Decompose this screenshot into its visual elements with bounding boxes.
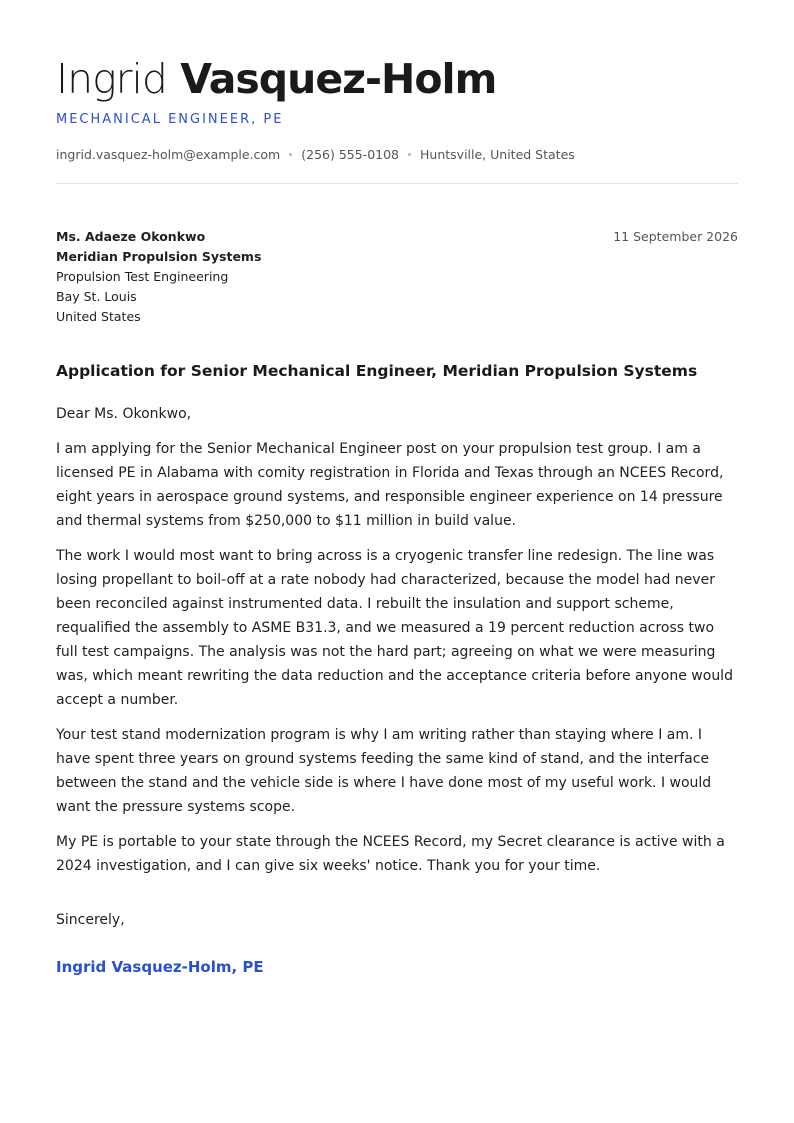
recipient-company: Meridian Propulsion Systems: [56, 249, 262, 264]
address-block: [56, 227, 738, 327]
contact-line: [56, 147, 738, 162]
applicant-last-name: Vasquez-Holm: [180, 55, 497, 103]
recipient-department: Propulsion Test Engineering: [56, 269, 229, 284]
body-paragraph: I am applying for the Senior Mechanical Engineer post on your propulsion test group. I am a licensed PE in Alabama with comity registration in Florida and Texas through an NCEES Record, eight years in aerospace ground systems, and responsible engineer experience on 14 pressure and thermal systems from $250,000 to $11 million in build value.: [56, 441, 724, 529]
recipient-city: Bay St. Louis: [56, 289, 137, 304]
recipient-address: [56, 227, 261, 327]
contact-email: ingrid.vasquez-holm@example.com: [56, 147, 281, 162]
contact-location: Huntsville, United States: [420, 147, 575, 162]
recipient-name: Ms. Adaeze Okonkwo: [56, 229, 206, 244]
applicant-title: MECHANICAL ENGINEER, PE: [56, 112, 284, 127]
recipient-country: United States: [56, 309, 141, 324]
header-divider: [56, 183, 738, 184]
letter-signature: Ingrid Vasquez-Holm, PE: [56, 958, 264, 976]
separator-dot: [408, 153, 411, 156]
letter-salutation: Dear Ms. Okonkwo,: [56, 406, 192, 422]
applicant-first-name: Ingrid: [56, 55, 167, 103]
separator-dot: [289, 153, 292, 156]
letter-closing: Sincerely,: [56, 912, 125, 928]
letter-subject: Application for Senior Mechanical Engineer, Meridian Propulsion Systems: [56, 362, 698, 380]
letter-date: 11 September 2026: [613, 229, 738, 244]
body-paragraph: The work I would most want to bring across is a cryogenic transfer line redesign. The line was losing propellant to boil-off at a rate nobody had characterized, because the model had never been reconciled against instrumented data. I rebuilt the insulation and support scheme, requalified the assembly to ASME B31.3, and we measured a 19 percent reduction across two full test campaigns. The analysis was not the hard part; agreeing on what we were measuring was, which meant rewriting the data reduction and the acceptance criteria before anyone would accept a number.: [56, 548, 733, 708]
body-paragraph: My PE is portable to your state through the NCEES Record, my Secret clearance is active with a 2024 investigation, and I can give six weeks' notice. Thank you for your time.: [56, 834, 725, 874]
applicant-name: [56, 54, 738, 104]
letter-header: [56, 54, 738, 184]
body-paragraph: Your test stand modernization program is why I am writing rather than staying where I am. I have spent three years on ground systems feeding the same kind of stand, and the interface between the stand and the vehicle side is where I have done most of my useful work. I would want the pressure systems scope.: [56, 727, 712, 815]
letter-body: [56, 362, 738, 976]
contact-phone: (256) 555-0108: [301, 147, 400, 162]
